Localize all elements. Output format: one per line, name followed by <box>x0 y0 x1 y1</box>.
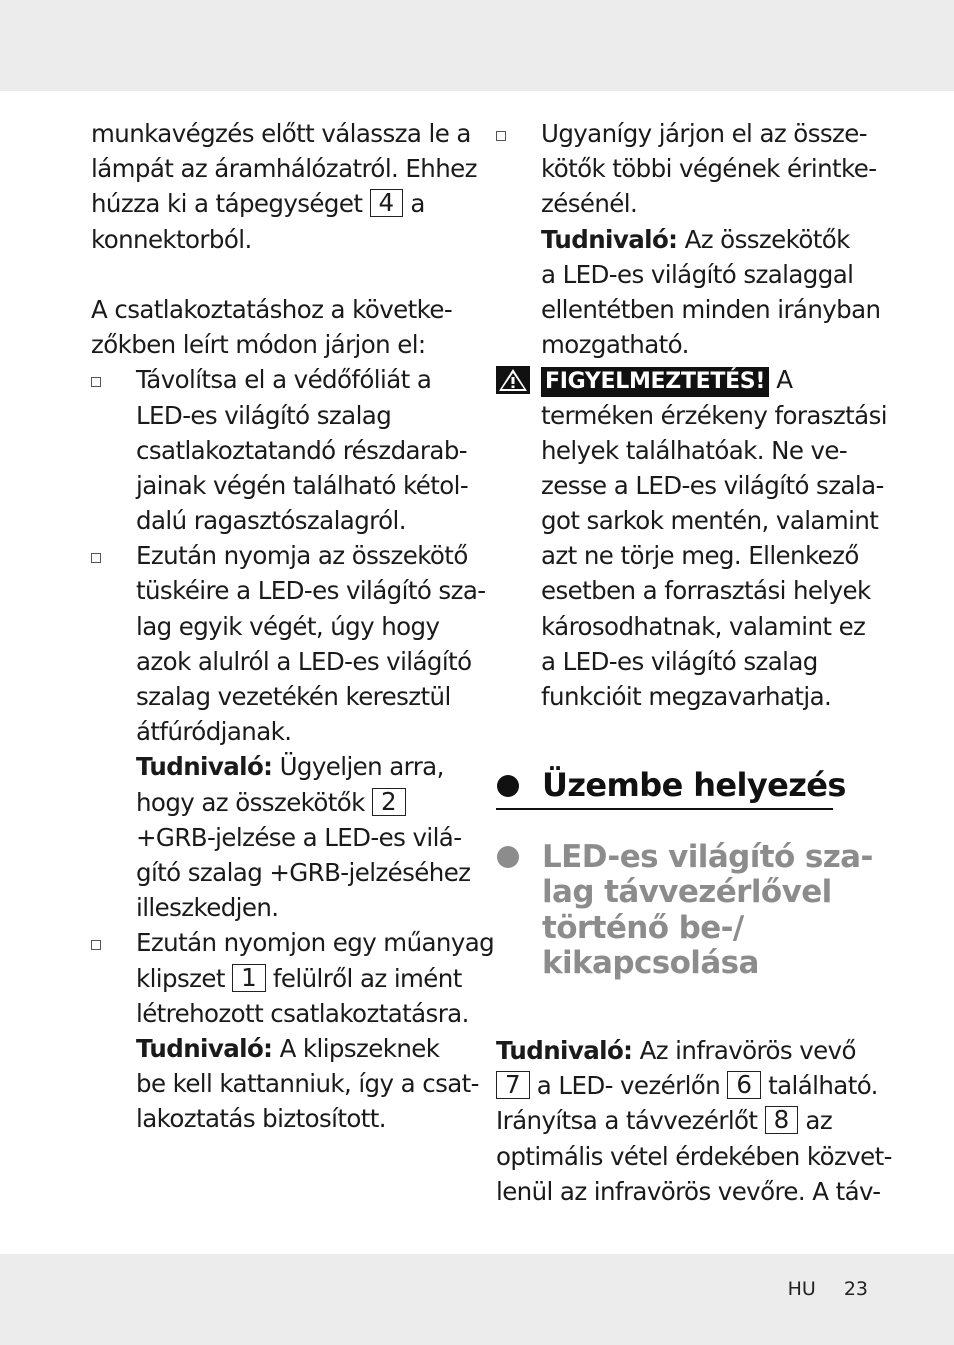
subsection-heading <box>496 840 876 981</box>
text-span: található. <box>768 1071 878 1101</box>
header-band <box>0 0 954 91</box>
page-number: 23 <box>843 1278 868 1300</box>
text-line: optimális vétel érdekében közvet- <box>496 1141 892 1171</box>
text-line: Ezután nyomjon egy műanyag <box>136 928 495 958</box>
text-span: felülről az imént <box>272 963 462 993</box>
text-line: be kell kattanniuk, így a csat- <box>136 1069 479 1099</box>
reference-number-box: 6 <box>727 1071 761 1099</box>
heading-bullet-icon <box>497 775 519 797</box>
note-line <box>136 749 471 784</box>
reference-number-box: 1 <box>232 964 266 992</box>
reference-number-box: 7 <box>496 1071 530 1099</box>
subsection-heading-line: LED-es világító sza- <box>542 839 873 876</box>
text-line: átfúródjanak. <box>136 717 292 747</box>
text-line <box>496 1068 876 1103</box>
text-line: zesse a LED-es világító szala- <box>541 470 884 500</box>
text-line: lag egyik végét, úgy hogy <box>136 611 440 641</box>
note-label: Tudnivaló: <box>496 1036 633 1065</box>
text-line: Távolítsa el a védőfóliát a <box>136 365 432 395</box>
language-code: HU <box>787 1278 816 1300</box>
text-line: kötők többi végének érintke- <box>541 154 877 184</box>
text-span: Ügyeljen arra, <box>279 752 444 782</box>
text-line: helyek találhatóak. Ne ve- <box>541 435 848 465</box>
note-label: Tudnivaló: <box>136 752 273 782</box>
subsection-heading-line: lag távvezérlővel <box>542 874 832 911</box>
section-underline <box>496 808 833 810</box>
reference-number-box: 8 <box>765 1106 799 1134</box>
text-line: lakoztatás biztosított. <box>136 1104 386 1134</box>
text-line: ellentétben minden irányban <box>541 294 881 324</box>
text-span: az <box>805 1106 833 1136</box>
text-line: +GRB-jelzése a LED-es vilá- <box>136 822 462 852</box>
note-label: Tudnivaló: <box>136 1033 273 1063</box>
section-heading-text: Üzembe helyezés <box>542 766 846 805</box>
text-line: azt ne törje meg. Ellenkező <box>541 541 859 571</box>
text-line: got sarkok mentén, valamint <box>541 506 879 536</box>
text-line: károsodhatnak, valamint ez <box>541 611 866 641</box>
note-line <box>541 222 876 257</box>
list-item <box>91 362 471 538</box>
list-item <box>91 925 495 1136</box>
text-line: funkcióit megzavarhatja. <box>541 682 832 711</box>
page-footer <box>788 1278 868 1300</box>
text-span: a LED- vezérlőn <box>536 1071 721 1101</box>
subsection-heading-line: kikapcsolása <box>542 944 759 981</box>
text-span: Az összekötők <box>684 224 850 254</box>
text-line: tüskéire a LED-es világító sza- <box>136 576 486 606</box>
text-line: dalú ragasztószalagról. <box>136 506 406 536</box>
text-line: Ugyanígy járjon el az össze- <box>541 119 867 148</box>
text-line: LED-es világító szalag <box>136 400 392 430</box>
note-line <box>496 1033 876 1068</box>
text-line <box>136 961 471 996</box>
text-span: Az infravörös vevő <box>639 1036 856 1065</box>
square-bullet-icon <box>91 553 101 563</box>
text-line: munkavégzés előtt válassza le a <box>91 119 471 148</box>
square-bullet-icon <box>496 131 506 141</box>
text-span: klipszet <box>136 963 225 993</box>
text-line: a LED-es világító szalaggal <box>541 259 854 289</box>
warning-label: FIGYELMEZTETÉS! <box>541 367 769 397</box>
text-line <box>136 785 471 820</box>
text-span: A <box>776 365 793 395</box>
list-item <box>496 116 881 362</box>
text-line: lámpát az áramhálózatról. Ehhez <box>91 154 477 184</box>
text-line: Ezután nyomja az összekötő <box>136 541 468 571</box>
text-line: azok alulról a LED-es világító <box>136 646 472 676</box>
heading-bullet-icon <box>497 846 519 868</box>
text-line: létrehozott csatlakoztatásra. <box>136 998 469 1028</box>
text-line: szalag vezetékén keresztül <box>136 682 451 711</box>
text-span: a <box>410 189 425 219</box>
reference-number-box: 4 <box>370 189 404 217</box>
right-column <box>496 116 892 1209</box>
text-line: lenül az infravörös vevőre. A táv- <box>496 1176 881 1206</box>
text-span: Irányítsa a távvezérlőt <box>496 1106 758 1136</box>
text-line: mozgatható. <box>541 330 689 360</box>
square-bullet-icon <box>91 940 101 950</box>
text-line: esetben a forrasztási helyek <box>541 576 871 606</box>
note-line <box>136 1031 471 1066</box>
text-line: zésénél. <box>541 189 638 219</box>
text-line: csatlakoztatandó részdarab- <box>136 435 468 465</box>
text-line: jainak végén található kétol- <box>136 470 469 500</box>
reference-number-box: 2 <box>372 788 406 816</box>
text-line: illeszkedjen. <box>136 893 279 923</box>
square-bullet-icon <box>91 377 101 387</box>
text-line: a LED-es világító szalag <box>541 646 818 676</box>
text-line <box>496 1103 876 1138</box>
warning-line <box>541 362 876 397</box>
note-label: Tudnivaló: <box>541 224 678 254</box>
text-span: A klipszeknek <box>279 1033 440 1063</box>
text-line: A csatlakoztatáshoz a követke- <box>91 294 453 324</box>
text-line: konnektorból. <box>91 224 252 254</box>
left-column <box>91 116 495 1136</box>
text-span: húzza ki a tápegységet <box>91 189 363 219</box>
text-span: hogy az összekötők <box>136 787 365 817</box>
text-line <box>91 186 471 221</box>
text-line: terméken érzékeny forasztási <box>541 400 887 430</box>
text-line: gító szalag +GRB-jelzéséhez <box>136 857 471 887</box>
warning-block <box>496 362 887 714</box>
text-line: zőkben leírt módon járjon el: <box>91 330 426 360</box>
warning-triangle-icon <box>496 366 530 394</box>
list-item <box>91 538 486 925</box>
section-heading <box>496 764 876 806</box>
subsection-heading-line: történő be-/ <box>542 909 744 946</box>
